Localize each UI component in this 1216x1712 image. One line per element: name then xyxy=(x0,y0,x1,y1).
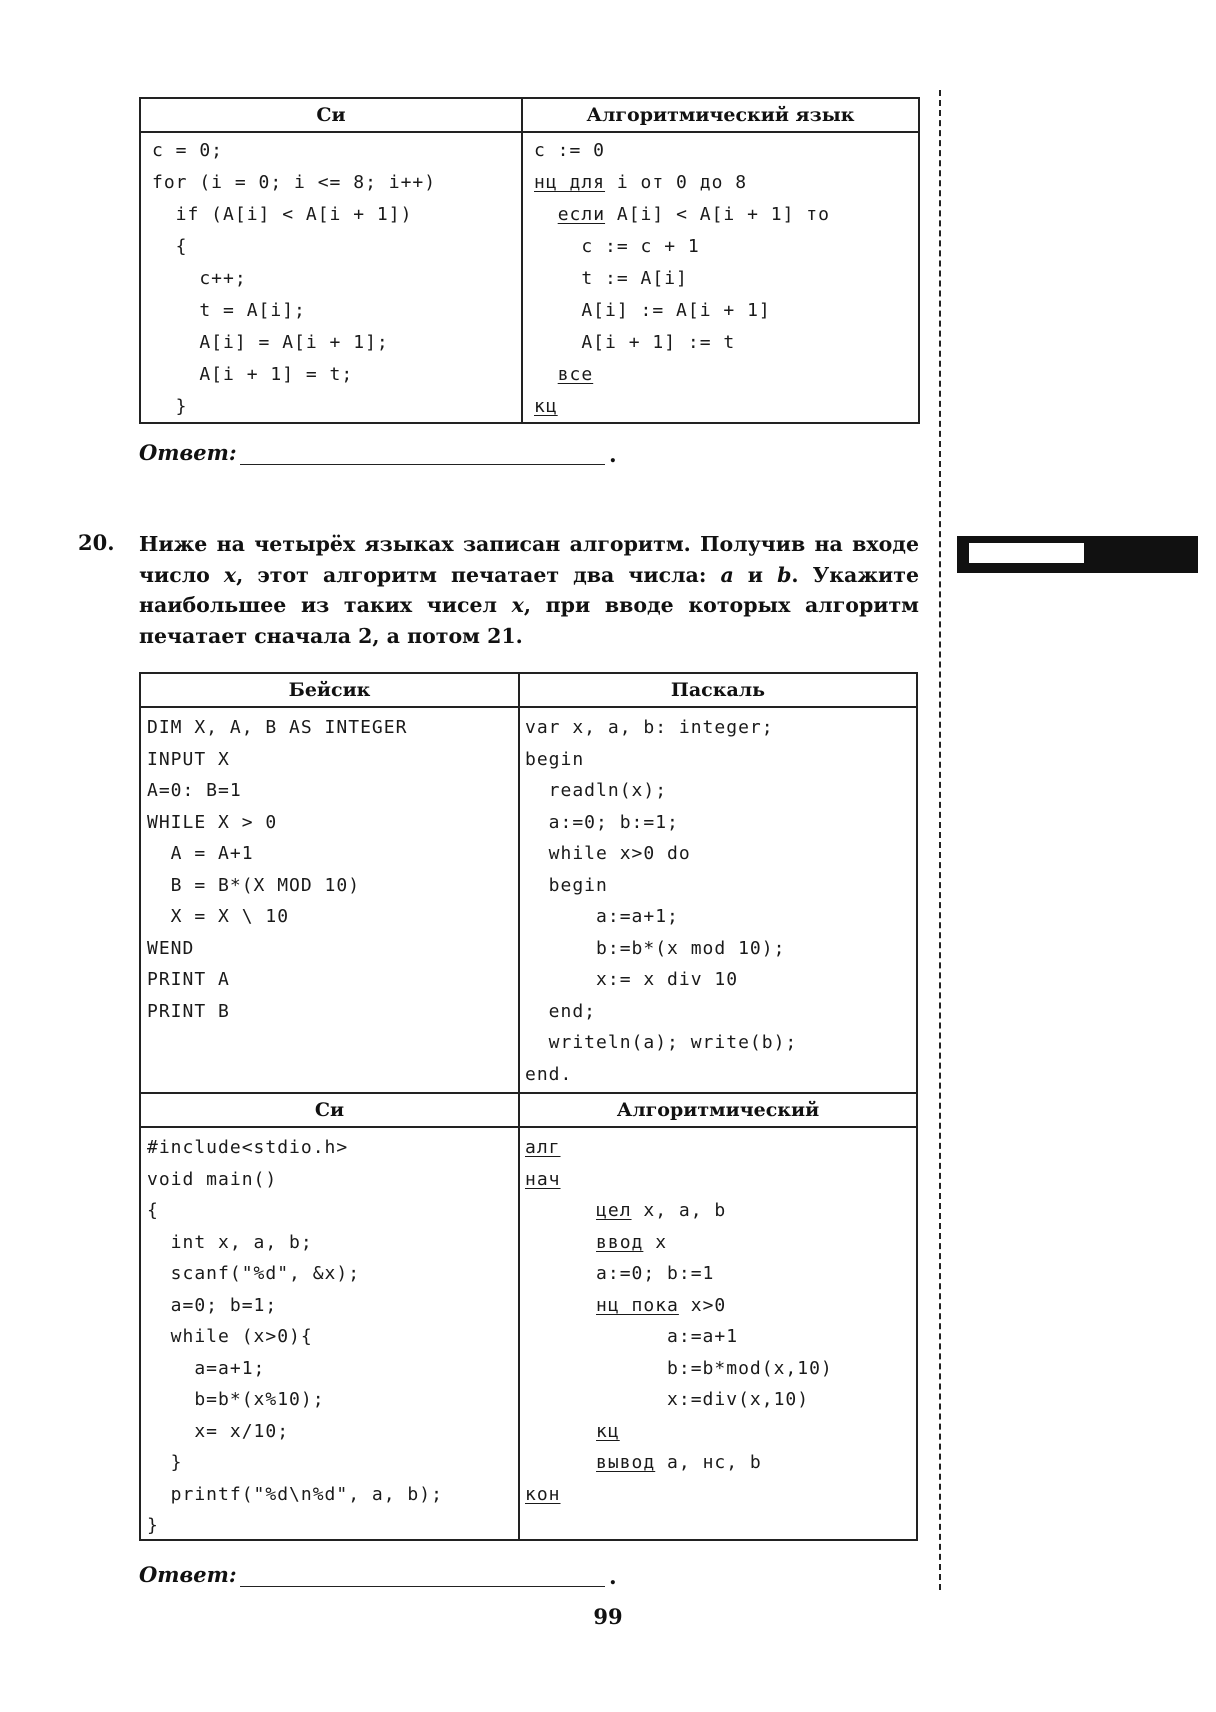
code-line: DIM X, A, B AS INTEGER xyxy=(147,717,408,738)
var-a: a xyxy=(720,562,734,587)
code-line: int x, a, b; xyxy=(147,1231,313,1253)
code-line: A[i + 1] := t xyxy=(534,332,736,353)
code-line: begin xyxy=(525,874,608,896)
header-pascal: Паскаль xyxy=(519,673,917,707)
keyword: кон xyxy=(525,1483,561,1505)
code-c xyxy=(140,1127,519,1540)
code-line: for (i = 0; i <= 8; i++) xyxy=(152,172,437,193)
code-line: x= x/10; xyxy=(147,1420,290,1442)
code-line xyxy=(525,1137,561,1158)
keyword: нач xyxy=(525,1168,561,1190)
code-algorithmic xyxy=(519,1127,917,1540)
answer-label: Ответ: xyxy=(139,440,237,465)
code-line: ввод x xyxy=(596,1231,668,1253)
keyword: алг xyxy=(525,1137,561,1158)
header-algorithmic: Алгоритмический xyxy=(519,1093,917,1127)
header-basic: Бейсик xyxy=(140,673,519,707)
code-line: c := 0 xyxy=(534,140,606,161)
code-line: A[i] = A[i + 1]; xyxy=(152,332,389,353)
code-line: PRINT B xyxy=(147,1000,230,1022)
code-line: a:=0; b:=1 xyxy=(525,1263,715,1284)
keyword: кц xyxy=(534,396,558,417)
code-line xyxy=(525,1484,561,1505)
answer-dot: . xyxy=(609,1564,617,1590)
code-line: begin xyxy=(525,748,585,770)
code-line: { xyxy=(147,1200,159,1221)
code-line: writeln(a); write(b); xyxy=(525,1032,798,1053)
question-number: 20. xyxy=(78,530,115,555)
answer-box-marker xyxy=(957,536,1198,573)
code-line: readln(x); xyxy=(525,780,668,801)
question-text-part: , при вводе которых алгоритм печатает сначала 2, а потом 21. xyxy=(139,593,919,648)
keyword: кц xyxy=(596,1420,620,1442)
keyword: все xyxy=(557,364,594,385)
code-line: если A[i] < A[i + 1] то xyxy=(557,204,830,225)
code-line: WEND xyxy=(147,937,195,959)
header-c: Си xyxy=(140,98,522,132)
code-line: b:=b*(x mod 10); xyxy=(525,937,786,959)
code-line: X = X \ 10 xyxy=(147,906,290,927)
header-c: Си xyxy=(140,1093,519,1127)
var-x: x xyxy=(223,562,237,587)
code-line: WHILE X > 0 xyxy=(147,811,278,833)
code-line xyxy=(525,1169,561,1190)
keyword: нц для xyxy=(534,172,606,193)
code-line: a:=a+1 xyxy=(525,1326,739,1347)
code-line: a=a+1; xyxy=(147,1357,266,1379)
code-line: while (x>0){ xyxy=(147,1326,313,1347)
code-line: t = A[i]; xyxy=(152,300,306,321)
code-line: PRINT A xyxy=(147,969,230,990)
answer-label: Ответ: xyxy=(139,1562,237,1587)
code-algorithmic xyxy=(522,132,919,423)
code-line: A[i + 1] = t; xyxy=(152,364,354,385)
code-pascal xyxy=(519,707,917,1093)
keyword: нц пока xyxy=(596,1294,679,1316)
code-line: a:=0; b:=1; xyxy=(525,811,679,833)
keyword: вывод xyxy=(596,1452,656,1473)
keyword: ввод xyxy=(596,1231,644,1253)
question-text-part: Ниже на четырёх языках записан алгоритм. Получив на входе число xyxy=(139,532,919,587)
code-line: } xyxy=(152,396,188,417)
keyword: если xyxy=(557,204,606,225)
question-text-part: , этот алгоритм печатает два числа: xyxy=(236,562,721,587)
code-line: while x>0 do xyxy=(525,843,691,864)
code-line: } xyxy=(147,1452,183,1473)
code-line: c := c + 1 xyxy=(534,236,700,257)
code-line: b:=b*mod(x,10) xyxy=(525,1357,833,1379)
code-line: scanf("%d", &x); xyxy=(147,1263,361,1284)
code-line: end. xyxy=(525,1063,573,1085)
code-line: b=b*(x%10); xyxy=(147,1389,325,1410)
cut-line xyxy=(939,90,941,1590)
code-line: x:=div(x,10) xyxy=(525,1389,810,1410)
code-line: printf("%d\n%d", a, b); xyxy=(147,1483,443,1505)
code-line: } xyxy=(147,1515,159,1536)
code-line xyxy=(534,364,593,385)
answer-dot: . xyxy=(609,442,617,468)
code-line xyxy=(525,1421,620,1442)
header-algorithmic-language: Алгоритмический язык xyxy=(522,98,919,132)
page-number: 99 xyxy=(593,1604,623,1629)
code-table-q20 xyxy=(139,672,918,1541)
code-line: нц для i от 0 до 8 xyxy=(534,172,748,193)
question-text xyxy=(139,529,919,651)
code-line: t := A[i] xyxy=(534,268,688,289)
code-line: INPUT X xyxy=(147,748,230,770)
code-line: нц пока x>0 xyxy=(596,1294,727,1316)
code-line xyxy=(534,396,558,417)
code-line: a:=a+1; xyxy=(525,906,679,927)
code-table-q19 xyxy=(139,97,920,424)
code-line: end; xyxy=(525,1000,597,1022)
var-x: x xyxy=(511,593,524,617)
code-line: A = A+1 xyxy=(147,843,254,864)
code-line: B = B*(X MOD 10) xyxy=(147,874,361,896)
code-line: #include<stdio.h> xyxy=(147,1137,349,1158)
var-b: b xyxy=(777,562,792,587)
code-line: void main() xyxy=(147,1168,278,1190)
code-line: c = 0; xyxy=(152,140,224,161)
question-text-part: . Укажите наибольшее из таких чисел xyxy=(139,562,919,617)
code-line: if (A[i] < A[i + 1]) xyxy=(152,204,413,225)
answer-field[interactable] xyxy=(240,464,605,465)
code-line: { xyxy=(152,236,188,257)
code-line: var x, a, b: integer; xyxy=(525,717,774,738)
code-line: вывод a, нс, b xyxy=(596,1452,762,1473)
keyword: цел xyxy=(596,1200,632,1221)
question-text-part: и xyxy=(733,562,778,587)
code-line: a=0; b=1; xyxy=(147,1294,278,1316)
code-line: x:= x div 10 xyxy=(525,969,739,990)
code-line: A[i] := A[i + 1] xyxy=(534,300,771,321)
answer-field[interactable] xyxy=(240,1586,605,1587)
code-line: c++; xyxy=(152,268,247,289)
answer-box xyxy=(969,543,1084,563)
code-c xyxy=(140,132,522,423)
code-line: цел x, a, b xyxy=(596,1200,727,1221)
code-line: A=0: B=1 xyxy=(147,780,242,801)
code-basic xyxy=(140,707,519,1093)
